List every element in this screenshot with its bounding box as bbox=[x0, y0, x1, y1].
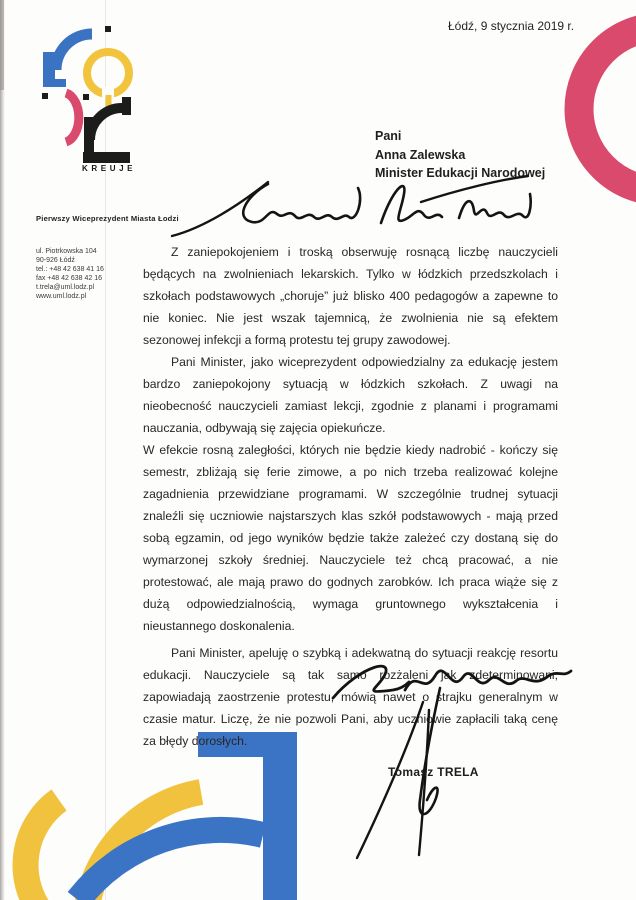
lodz-kreuje-logo bbox=[36, 24, 136, 176]
paragraph-3: W efekcie rosną zaległości, których nie będzie kiedy nadrobić - kończy się semestr, zbliżają się ferie zimowe, a po nich trzeba realizować kolejne zagadnienia przewidziane programami. W szczególnie trudnej sytuacji znaleźli się uczniowie najstarszych klas szkół podstawowych - mają przed sobą egzamin, od jego wyników będzie także zależeć czy dostaną się do wymarzonej szkoły średniej. Nauczyciele też chcą pracować, a nie protestować, ale mają prawo do godnych zarobków. Ich praca wiąże się z dużą odpowiedzialnością, wymaga gruntownego wykształcenia i nieustannego doskonalenia. bbox=[143, 443, 558, 633]
address-street: ul. Piotrkowska 104 bbox=[36, 248, 97, 255]
logo-letter-z bbox=[90, 108, 122, 140]
sender-title: Pierwszy Wiceprezydent Miasta Łodzi bbox=[36, 214, 179, 223]
address-city: 90-926 Łódź bbox=[36, 256, 75, 264]
decor-blue-vertical-bar bbox=[263, 732, 297, 900]
decor-yellow-small-arc bbox=[26, 800, 59, 900]
logo-kreuje-text: KREUJE bbox=[82, 164, 137, 173]
recipient-name: Anna Zalewska bbox=[375, 147, 466, 162]
address-fax: fax +48 42 638 42 16 bbox=[36, 274, 102, 282]
address-phone: tel.: +48 42 638 41 16 bbox=[36, 265, 104, 273]
paragraph-1: Z zaniepokojeniem i troską obserwuję rosnącą liczbę nauczycieli będących na zwolnieniach lekarskich. Tylko w łódzkich przedszkolach i szkołach podstawowych „choruje” już blisko 400 pedagogów a zapewne to nie koniec. Nie jest wszak tajemnicą, że zwolnienia nie są efektem sezonowej infekcji a formą protestu tej grupy zawodowej. bbox=[143, 245, 558, 347]
logo-dot bbox=[42, 93, 48, 99]
recipient-salutation: Pani bbox=[375, 129, 402, 143]
logo-dot bbox=[105, 26, 111, 32]
logo-dot bbox=[83, 94, 89, 100]
address-email: t.trela@uml.lodz.pl bbox=[36, 283, 95, 291]
address-website: www.uml.lodz.pl bbox=[36, 292, 87, 300]
scan-corner-mark bbox=[0, 0, 4, 90]
recipient-role: Minister Edukacji Narodowej bbox=[375, 166, 546, 180]
paragraph-2: Pani Minister, jako wiceprezydent odpowiedzialny za edukację jestem bardzo zaniepokojony sytuacją w łódzkich szkołach. Z uwagi na nieobecność nauczycieli zamiast lekcji, zgodnie z planami i programami nauczania, odbywają się zajęcia opiekuńcze. bbox=[143, 355, 558, 435]
handwritten-salutation bbox=[168, 166, 533, 244]
signer-name: Tomasz TRELA bbox=[388, 765, 479, 779]
sender-address bbox=[36, 248, 104, 301]
logo-letter-d bbox=[66, 93, 79, 142]
paragraph-4: Pani Minister, apeluję o szybką i adekwatną do sytuacji reakcję resortu edukacji. Nauczyciele są tak samo rozżaleni jak zdeterminowani, zapowiadają zaostrzenie protestu, mówią nawet o strajku generalnym w czasie matur. Liczę, że nie pozwoli Pani, aby uczniowie zapłacili taką cenę za błędy dorosłych. bbox=[143, 646, 558, 748]
date-line: Łódź, 9 stycznia 2019 r. bbox=[448, 19, 575, 33]
